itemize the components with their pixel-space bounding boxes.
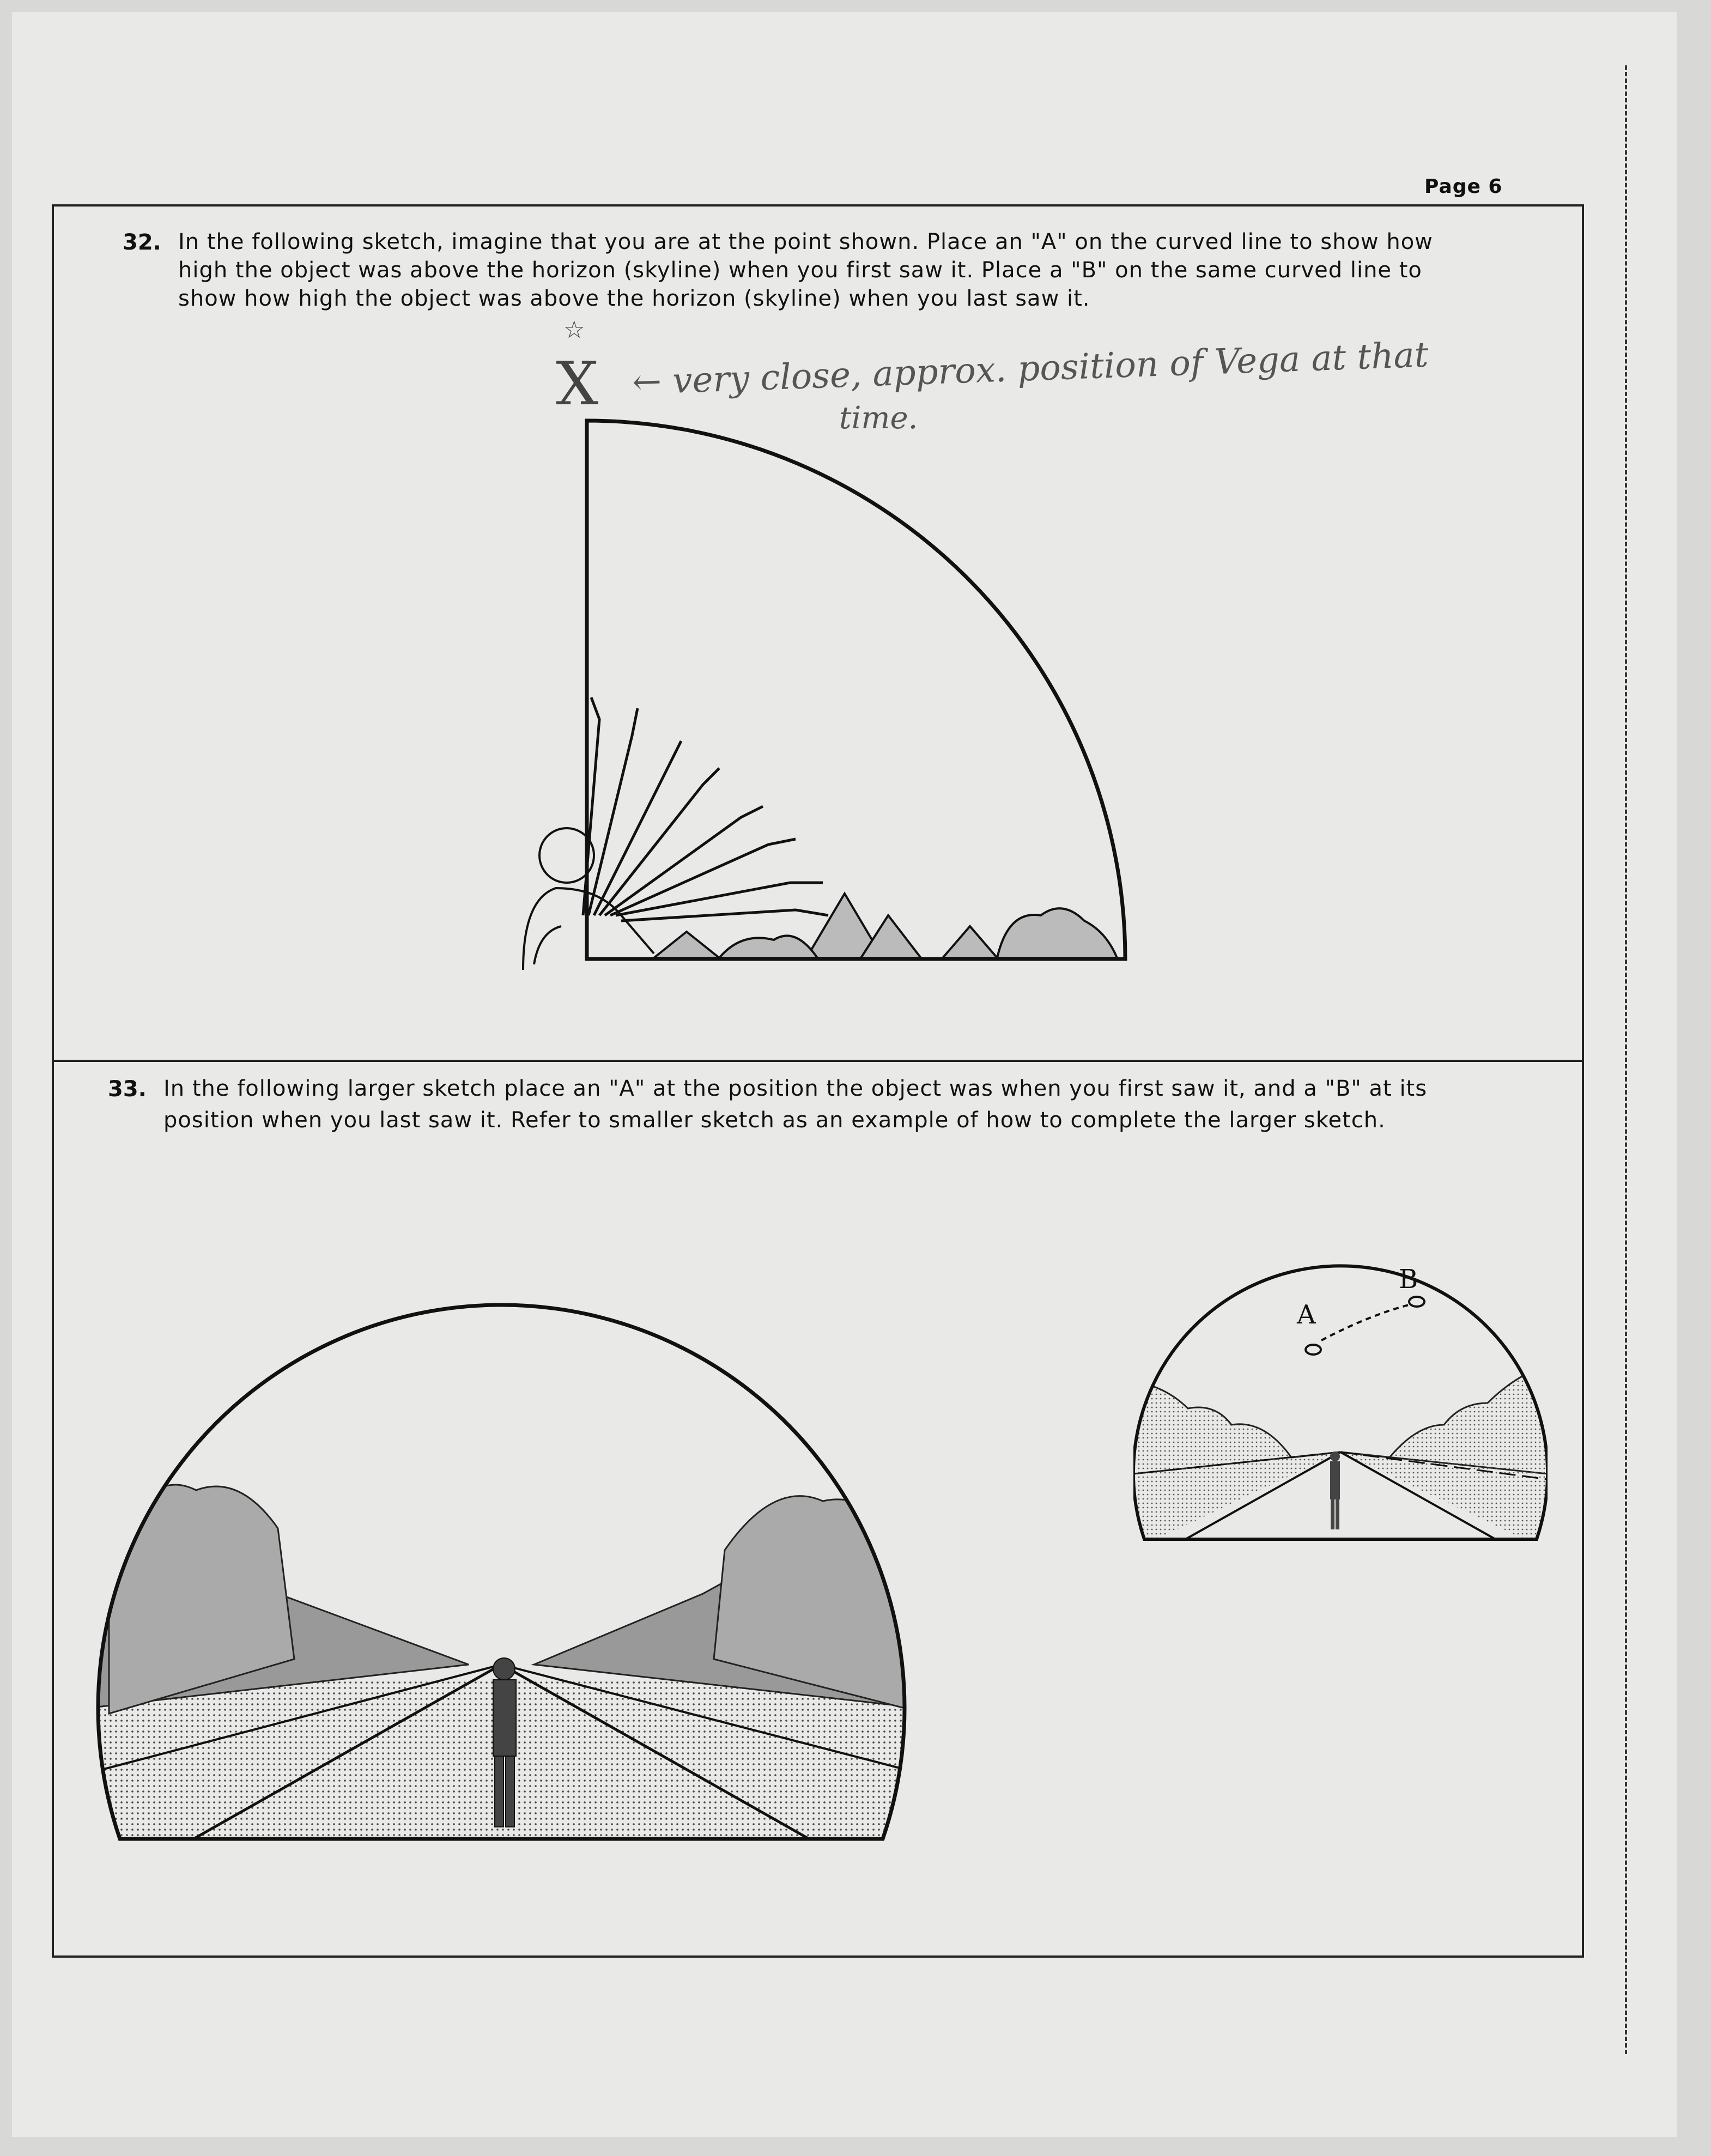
example-label-b: B (1399, 1264, 1418, 1295)
q32-text-line2: high the object was above the horizon (skyline) when you first saw it. Place a "B" on the same curved line to (178, 258, 1422, 283)
example-label-a: A (1297, 1299, 1316, 1330)
q33-number: 33. (108, 1077, 147, 1102)
page-number: Page 6 (1424, 175, 1503, 198)
handwritten-note: ← very close, approx. position of Vega at that (632, 335, 1429, 403)
handwritten-note-cont: time. (839, 400, 918, 436)
section-divider (52, 1060, 1584, 1062)
pointing-hands-illustration (490, 409, 1144, 992)
skyline-houses (654, 894, 1117, 958)
page-edge (1625, 65, 1629, 2054)
position-b-marker (1409, 1297, 1424, 1307)
q32-text-line3: show how high the object was above the horizon (skyline) when you last saw it. (178, 286, 1090, 311)
example-sky-illustration (1133, 1245, 1548, 1550)
q32-text-line1: In the following sketch, imagine that you are at the point shown. Place an "A" on the curved line to show how (178, 229, 1433, 254)
path-dashed-arc (1321, 1305, 1409, 1340)
q32-number: 32. (123, 230, 161, 255)
position-a-marker (1306, 1345, 1321, 1355)
street-scene-illustration (87, 1245, 921, 1850)
example-man (1330, 1451, 1340, 1529)
pointing-arms (583, 697, 828, 921)
q33-text-line2: position when you last saw it. Refer to smaller sketch as an example of how to complete the larger sketch. (163, 1108, 1386, 1133)
handwritten-star: ☆ (563, 316, 585, 344)
q33-text-line1: In the following larger sketch place an "A" at the position the object was when you first saw it, and a "B" at its (163, 1076, 1428, 1101)
handwritten-x-mark: X (556, 349, 599, 418)
